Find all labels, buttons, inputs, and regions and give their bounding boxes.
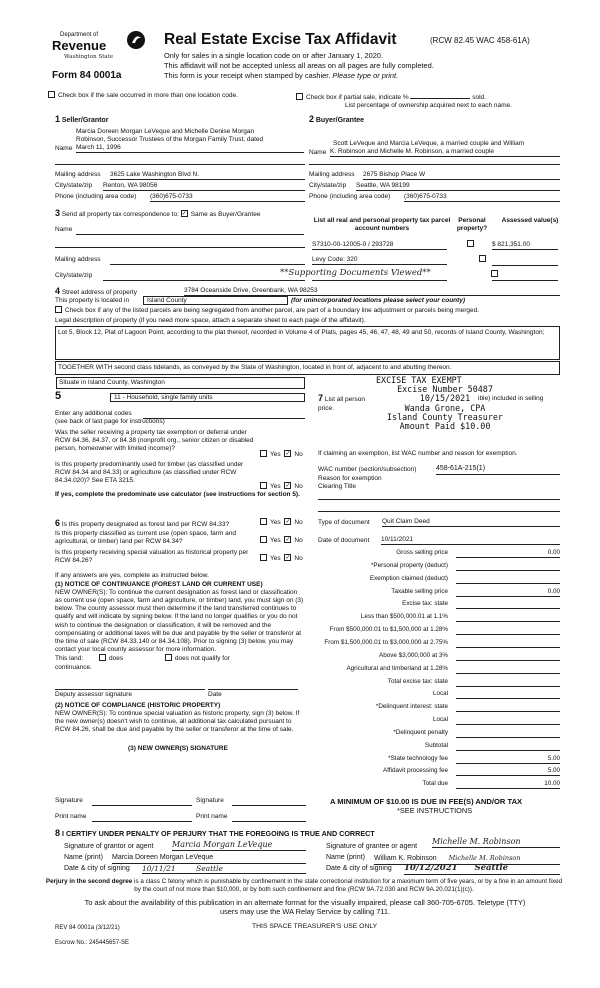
current-use-no-label: No [294,537,303,545]
buyer-name-line2[interactable]: K. Robinson and Michelle M. Robinson, a married couple [330,148,560,157]
reason-rule-2 [318,511,560,512]
tax-row-label: *Delinquent penalty [393,728,448,736]
seller-name-label: Name [55,145,73,152]
deputy-signature-rule [55,689,205,690]
tax-row-label: Total excise tax: state [387,677,448,685]
historic-answers [260,555,303,563]
tax-row-label: Less than $500,000.01 at 1.1% [360,613,448,621]
grantor-name-label: Name (print) [64,854,103,861]
grantor-date[interactable] [142,864,306,874]
forest-yes-label: Yes [270,519,281,527]
buyer-num: 2 [309,114,315,124]
tax-row-label: From $500,000.01 to $1,500,000 at 1.28% [329,626,448,634]
personal-property-checkbox-2[interactable] [479,255,486,262]
additional-codes-label: Enter any additional codes [55,410,132,417]
street-label: Street address of property [61,289,137,296]
multi-location-label: Check box if the sale occurred in more than one location code. [58,92,238,100]
section3-mailing-label: Mailing address [55,256,101,263]
new-owner-signature-rule-1[interactable] [92,805,192,806]
exemption-yes-checkbox[interactable] [260,450,267,457]
seller-heading-label: Seller/Grantor [61,117,109,124]
buyer-mailing-label: Mailing address [309,171,355,178]
timber-question: Is this property predominantly used for timber (as classified under RCW 84.34 and 84.33) or agriculture (as classified under RCW 84.34.020)? See ETA 3215. [55,461,244,485]
minimum-due: A MINIMUM OF $10.00 IS DUE IN FEE(S) AND/OR TAX [330,797,523,806]
does-checkbox[interactable] [99,654,106,661]
current-use-question: Is this property classified as current use (open space, farm and agricultural, or timber) land per RCW 84.34? [55,530,237,546]
tax-row-label: Agricultural and timberland at 1.28% [346,664,448,672]
tax-row [318,588,560,598]
partial-sale-checkbox[interactable] [296,93,303,100]
personal-property-checkbox-1[interactable] [467,240,474,247]
exemption-answers [260,451,303,459]
additional-codes-note: (see back of last page for instructions) [55,418,165,425]
does-not-label: does not qualify for [174,655,230,663]
buyer-phone-label: Phone (including area code) [309,193,391,200]
partial-sold-label: sold. [472,94,486,101]
grantor-signature[interactable]: Marcia Morgan LeVeque [172,840,306,851]
tax-row-value[interactable]: 0.00 [456,588,560,597]
tax-row [318,780,560,790]
tax-row [318,665,560,675]
grantee-date-value: 10/12/2021 [404,863,458,873]
buyer-city-label: City/state/zip [309,182,347,189]
exemption-yes-label: Yes [270,451,281,459]
grantee-name-signature: Michelle M. Robinson [448,854,521,862]
tax-row-value[interactable] [456,575,560,584]
new-owner-print-rule-1[interactable] [92,821,192,822]
notice2-text: NEW OWNER(S): To continue special valuation as historic property, sign (3) below. If the new owner(s) doesn't wish to continue, all additional tax calculated pursuant to RCW 84.26, shall be due and payable by the seller or transferor at the time of sale. [55,710,300,734]
legal-line2: TOGETHER WITH second class tidelands, as conveyed by the State of Washington, located in front of, adjacent to and abutting thereon. [58,364,452,371]
certify-row [55,828,375,839]
buyer-name-line1: Scott LeVeque and Marcia LeVeque, a married couple and William [333,140,525,147]
exemption-no-checkbox[interactable]: ✓ [285,451,291,457]
doc-type-value[interactable]: Quit Claim Deed [382,518,560,527]
section5-num: 5 [55,390,62,402]
form-sub2: This affidavit will not be accepted unless all areas on all pages are fully completed. [164,61,434,70]
tax-row-value[interactable] [456,690,560,699]
current-use-no-checkbox[interactable]: ✓ [285,537,291,543]
legal-label: Legal description of property (if you need more space, attach a separate sheet to each page of the affidavit). [55,317,366,324]
excise-stamp [370,376,520,431]
new-owner-print-rule-2[interactable] [232,821,306,822]
segregated-check[interactable] [55,307,479,315]
grantor-date-label: Date & city of signing [64,865,130,872]
supporting-docs-note: **Supporting Documents Viewed** [280,268,431,278]
section3-name-label: Name [55,226,73,233]
this-land-row [55,655,230,663]
tax-row-value[interactable] [456,562,560,571]
stamp-line2: Excise Number 50487 [397,384,493,395]
current-use-answers [260,537,303,545]
tax-row-label: Total due [422,780,448,788]
revenue-logo-mark [126,30,146,50]
same-as-label: Same as Buyer/Grantee [190,211,261,218]
section3-heading [55,208,260,219]
located-label: This property is located in [55,297,130,304]
does-not-checkbox[interactable] [165,654,172,661]
dept-line2: Revenue [52,38,107,53]
form-sub3-b: Please type or print. [332,71,399,80]
timber-no-label: No [294,483,303,491]
multi-location-check[interactable] [48,92,238,100]
tax-row-value[interactable]: 10.00 [456,780,560,789]
historic-yes-checkbox[interactable] [260,554,267,561]
if-any-note: If any answers are yes, complete as instructed below. [55,572,209,579]
section3-mailing-rule [110,264,305,265]
section8-num: 8 [55,828,61,838]
tax-row [318,600,560,610]
tax-row-value[interactable] [456,742,560,751]
assessed-value-rule-3 [492,280,558,281]
historic-question: Is this property receiving special valuation as historical property per RCW 84.26? [55,549,249,565]
historic-yes-label: Yes [270,555,281,563]
grantee-name-label: Name (print) [326,854,365,861]
buyer-heading-label: Buyer/Grantee [315,117,365,124]
tax-row [318,703,560,713]
perjury-bold: Perjury in the second degree [45,878,133,885]
form-title: Real Estate Excise Tax Affidavit [164,31,397,48]
forest-answers [260,519,303,527]
partial-sale-check[interactable] [296,92,486,102]
form-sub3-a: This form is your receipt when stamped by cashier. [164,71,331,80]
alternate-format-note: To ask about the availability of this publication in an alternate format for the visually impaired, please call 360-705-6705. Teletype (TTY) users may use the WA Relay Service by calling 711. [84,898,526,917]
historic-no-label: No [294,555,303,563]
legal-line3: Situate in Island County, Washington [56,377,305,389]
tax-row-value[interactable] [456,665,560,674]
seller-mailing-label: Mailing address [55,171,101,178]
tax-row-value[interactable] [456,626,560,635]
new-owner-signature-rule-2[interactable] [232,805,306,806]
use-code-select[interactable]: 11 - Household, single family units [110,393,305,402]
legal-description-box2[interactable] [55,361,560,375]
rev-number: REV 84 0001a (3/12/21) [55,925,120,931]
tax-row [318,652,560,662]
tax-row-label: Local [432,690,448,698]
segregated-label: Check box if any of the listed parcels are being segregated from another parcel, are part of a boundary line adjustment or parcels being merged. [65,307,480,315]
tax-row [318,613,560,623]
new-owner-print-label-1: Print name [55,813,87,820]
notice3-title: (3) NEW OWNER(S) SIGNATURE [128,745,228,752]
deputy-date-label: Date [208,691,222,698]
tax-row [318,639,560,649]
buyer-name-label: Name [309,149,327,156]
if-yes-note: If yes, complete the predominate use calculator (see instructions for section 5). [55,491,300,498]
perjury-notice [44,878,564,894]
forest-no-label: No [294,519,303,527]
tax-row-value[interactable] [456,729,560,738]
parcel-col3-header: Assessed value(s) [501,217,559,224]
stamp-line6: Amount Paid $10.00 [399,421,491,432]
parcel-number-1[interactable]: S7310-00-12005-0 / 293728 [312,241,447,250]
seller-heading [55,114,109,126]
tax-row-label: Excise tax: state [402,600,448,608]
historic-no-checkbox[interactable]: ✓ [285,555,291,561]
doc-type-label: Type of document [318,519,370,526]
seller-blank-rule [55,164,305,165]
additional-codes-rule [143,418,305,419]
seller-mailing[interactable]: 3625 Lake Washington Blvd N. [110,171,305,180]
section3-num: 3 [55,208,61,218]
exemption-claim-label: If claiming an exemption, list WAC number and reason for exemption. [318,450,518,457]
seller-city-label: City/state/zip [55,182,93,189]
reason-label: Reason for exemption [318,475,382,482]
tax-row-value[interactable]: 5.00 [456,755,560,764]
section7-text-c: price. [318,405,334,412]
seller-phone-label: Phone (including area code) [55,193,137,200]
section7-text-b: ible) included in selling [478,395,544,402]
notice1-title: (1) NOTICE OF CONTINUANCE (FOREST LAND OR CURRENT USE) [55,581,263,588]
minimum-instructions: *SEE INSTRUCTIONS [397,806,473,815]
current-use-yes-checkbox[interactable] [260,536,267,543]
seller-name-line2: Robinson, Successor Trustees of the Morgan Family Trust, dated [76,136,264,143]
same-as-checkbox[interactable]: ✓ [181,210,187,217]
tax-row-value[interactable] [456,652,560,661]
assessed-value-rule-2 [492,265,558,266]
seller-name-line1: Marcia Doreen Morgan LeVeque and Michelle Denise Morgan [76,128,255,135]
section3-city-rule [103,280,305,281]
reason-value[interactable]: Clearing Title [318,483,356,490]
seller-num: 1 [55,114,61,124]
stamp-line1: EXCISE TAX EXEMPT [376,375,462,385]
tax-row [318,549,560,559]
tax-row-value[interactable]: 0.00 [456,549,560,558]
partial-list-note: List percentage of ownership acquired next to each name. [345,102,512,109]
new-owner-print-label-2: Print name [196,813,228,820]
tax-row [318,767,560,777]
county-select[interactable]: Island County [143,296,288,305]
grantee-date[interactable] [404,863,560,875]
parcel-rule-3 [312,280,447,281]
stamp-line3: 10/15/2021 [419,393,471,404]
section6-num: 6 [55,518,61,528]
tax-row [318,575,560,585]
timber-yes-label: Yes [270,483,281,491]
section7-text-a: List all person [324,396,365,403]
parcel-col2-header: Personal property? [456,217,488,233]
section7-row [318,393,365,404]
doc-date-label: Date of document [318,537,370,544]
form-sub1: Only for sales in a single location code on or after January 1, 2020. [164,51,383,60]
grantor-signature-label: Signature of grantor or agent [64,843,154,850]
parcel-col1-header: List all real and personal property tax parcel account numbers [313,217,451,233]
forest-yes-checkbox[interactable] [260,518,267,525]
tax-row-value[interactable] [456,678,560,687]
buyer-city[interactable]: Seattle, WA 98199 [356,182,560,191]
tax-row [318,755,560,765]
this-land-label: This land: [55,655,84,663]
wac-number[interactable]: 458-61A-215(1) [436,465,560,475]
escrow-number: Escrow No.: 245445657-SE [55,940,130,946]
tax-row [318,742,560,752]
tax-row-label: *State technology fee [388,754,448,762]
tax-row-label: Exemption claimed (deduct) [369,574,448,582]
new-owner-signature-label-2: Signature [196,797,224,804]
section4-num: 4 [55,286,61,296]
tax-row-value[interactable]: 5.00 [456,767,560,776]
form-sub3 [164,71,398,80]
deputy-date-rule [208,689,298,690]
legal-line1: Lot 5, Block 12, Plat of Lagoon Point, according to the plat thereof, recorded in Volume 4 of Plats, pages 45, 46, 47, 48, 49 and 50, records of Island County, Washington; [58,329,545,336]
tax-row-label: *Personal property (deduct) [370,561,448,569]
tax-row-label: Local [432,716,448,724]
section3-city-label: City/state/zip [55,272,93,279]
grantor-date-value: 10/11/21 [142,864,176,873]
segregated-checkbox[interactable] [55,306,62,313]
form-rcw: (RCW 82.45 WAC 458-61A) [430,36,530,45]
forest-no-checkbox[interactable]: ✓ [285,519,291,525]
grantee-signature-label: Signature of grantee or agent [326,843,418,850]
tax-row-value[interactable] [456,703,560,712]
doc-date-value[interactable]: 10/11/2021 [381,536,560,545]
wac-label: WAC number (section/subsection) [318,466,417,473]
assessed-value-1[interactable]: $ 821,351.00 [492,241,558,250]
forest-question-row [55,518,229,529]
buyer-heading [309,114,364,126]
certify-text: I CERTIFY UNDER PENALTY OF PERJURY THAT THE FOREGOING IS TRUE AND CORRECT [62,829,375,838]
tax-row-label: From $1,500,000.01 to $3,000,000 at 2.75% [324,638,448,646]
notice2-title: (2) NOTICE OF COMPLIANCE (HISTORIC PROPERTY) [55,702,221,709]
exemption-no-label: No [294,451,303,459]
tax-row-label: *Delinquent interest: state [375,703,448,711]
tax-row [318,690,560,700]
tax-row-label: Above $3,000,000 at 3% [379,651,448,659]
section3-text: Send all property tax correspondence to: [61,211,179,218]
tax-row-label: Gross selling price [396,549,448,556]
tax-row [318,678,560,688]
tax-row-label: Affidavit processing fee [383,767,448,775]
grantor-name[interactable]: Marcia Doreen Morgan LeVeque [112,854,306,864]
stamp-line5: Island County Treasurer [387,411,503,422]
personal-property-checkbox-3[interactable] [491,270,498,277]
tax-row-value[interactable] [456,639,560,648]
section3-blank-rule [55,247,305,248]
grantee-date-label: Date & city of signing [326,865,392,872]
seller-phone[interactable]: (360)675-0733 [150,193,305,202]
tax-row [318,716,560,726]
dept-line1: Department of [60,32,99,38]
grantor-city-value: Seattle [196,864,223,873]
forest-question: Is this property designated as forest land per RCW 84.33? [61,521,230,528]
section4-street-row [55,286,137,297]
treasurer-use: THIS SPACE TREASURER'S USE ONLY [252,923,378,930]
current-use-yes-label: Yes [270,537,281,545]
perjury-text: is a class C felony which is punishable by confinement in the state correctional institution for a maximum term of five years, or by a fine in an amount fixed by the court of not more than $10,000, or by both such confinement and fine (RCW 9A.72.030 and RCW 9A.20.021(1)(c)). [132,878,563,893]
timber-no-checkbox[interactable]: ✓ [285,483,291,489]
tax-row-label: Taxable selling price [391,587,448,595]
legal-description-box[interactable] [55,326,560,360]
section7-num: 7 [318,393,324,403]
unincorporated-note: (for unincorporated locations please select your county) [291,297,466,304]
seller-name-line3[interactable]: March 11, 1996 [76,144,304,153]
buyer-blank-rule [309,164,560,165]
new-owner-signature-label-1: Signature [55,797,83,804]
multi-location-checkbox[interactable] [48,91,55,98]
street-address[interactable]: 3784 Oceanside Drive, Greenbank, WA 98253 [184,287,560,296]
tax-row-value[interactable] [456,716,560,725]
tax-row [318,729,560,739]
continuance-label: continuance. [55,664,92,671]
stamp-line4: Wanda Grone, CPA [404,402,486,413]
buyer-mailing[interactable]: 2675 Bishop Place W [363,171,560,180]
does-label: does [109,655,124,663]
buyer-phone[interactable]: (360)675-0733 [404,193,560,202]
seller-city[interactable]: Renton, WA 98056 [103,182,305,191]
levy-code[interactable]: Levy Code: 320 [312,256,447,265]
grantee-name-value: William K. Robinson [374,855,437,862]
partial-percent-field[interactable] [410,92,470,99]
tax-row-label: Subtotal [424,741,448,749]
notice1-text: NEW OWNER(S): To continue the current designation as forest land or classification as current use (open space, farm and agriculture, or timber) land, you must sign on (3) below. The county assessor must then determine if the land transferred continues to qualify and will indicate by signing below. If the land no longer qualifies or you do not wish to continue the designation or classification, it will be removed and the compensating or additional taxes will be due and payable by the seller or transferor at the time of sale (RCW 84.33.140 or 84.34.108). Prior to signing (3) below, you may contact your local county assessor for more information. [55,589,304,653]
grantee-signature[interactable]: Michelle M. Robinson [432,837,560,848]
tax-row [318,562,560,572]
form-number: Form 84 0001a [52,70,122,81]
deputy-signature-label: Deputy assessor signature [55,691,132,698]
tax-row [318,626,560,636]
exemption-question: Was the seller receiving a property tax exemption or deferral under RCW 84.36, 84.37, or 84.38 (nonprofit org., senior citizen or disabled person, homeowner with limited income)? [55,429,254,453]
tax-row-value[interactable] [456,600,560,609]
revenue-logo [52,30,148,70]
reason-rule-1 [318,499,560,500]
tax-row-value[interactable] [456,613,560,622]
partial-sale-label: Check box if partial sale, indicate % [306,94,409,101]
grantee-city-value: Seattle [474,863,509,873]
dept-line3: Washington State [64,54,114,60]
timber-yes-checkbox[interactable] [260,482,267,489]
section3-name-rule [76,234,304,235]
